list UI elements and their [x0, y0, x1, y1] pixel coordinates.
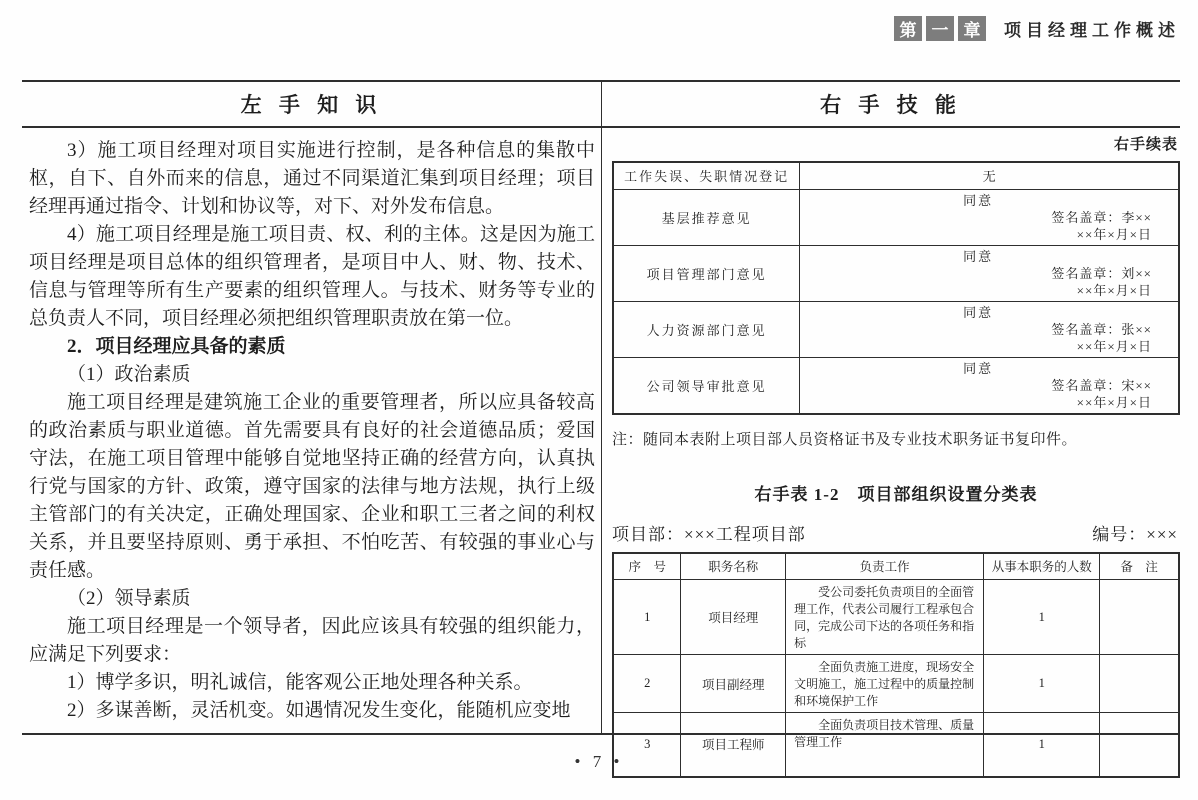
left-column	[22, 82, 601, 733]
chapter-badge-char-1: 第	[894, 16, 922, 41]
paragraph-leadership-intro: 施工项目经理是一个领导者，因此应该具有较强的组织能力，应满足下列要求：	[29, 616, 595, 665]
table-row	[613, 655, 1179, 713]
table-row	[613, 301, 1179, 357]
col-header-count: 从事本职务的人数	[984, 553, 1100, 580]
page-number: • 7 •	[574, 752, 624, 771]
paragraph-political-quality: 施工项目经理是建筑施工企业的重要管理者，所以应具备较高的政治素质与职业道德。首先需要具有良好的社会道德品质；爱国守法，在施工项目管理中能够自觉地坚持正确的经营方向，认真执行党与国家的方针、政策，遵守国家的法律与地方法规，执行上级主管部门的有关决定，正确处理国家、企业和职工三者之间的利权关系，并且要坚持原则、勇于承担、不怕吃苦、有较强的事业心与责任感。	[29, 392, 595, 581]
table-row	[613, 189, 1179, 245]
approval-row-label: 基层推荐意见	[613, 189, 800, 245]
chapter-badge-char-2: 一	[926, 16, 954, 41]
paragraph-item-3: 3）施工项目经理对项目实施进行控制，是各种信息的集散中枢，自下、自外而来的信息，通过不同渠道汇集到项目经理；项目经理再通过指令、计划和协议等，对下、对外发布信息。	[29, 140, 595, 217]
org-row-duty: 全面负责项目技术管理、质量管理工作	[786, 713, 984, 777]
date-text: ××年×月×日	[1076, 226, 1152, 242]
paragraph-item-4: 4）施工项目经理是施工项目责、权、利的主体。这是因为施工项目经理是项目总体的组织管理者，是项目中人、财、物、技术、信息与管理等所有生产要素的组织管理人。与技术、财务等专业的总负责人不同，项目经理必须把组织管理职责放在第一位。	[29, 224, 595, 329]
left-column-body	[22, 128, 601, 725]
org-table-title: 右手表 1-2 项目部组织设置分类表	[754, 484, 1038, 504]
org-row-no: 3	[613, 713, 681, 777]
section-heading-2: 2．项目经理应具备的素质	[67, 336, 286, 357]
org-row-title: 项目副经理	[681, 655, 786, 713]
agree-text: 同意	[963, 360, 994, 376]
approval-row-label: 项目管理部门意见	[613, 245, 800, 301]
signature-text: 签名盖章：张××	[1051, 321, 1152, 337]
approval-table	[612, 161, 1180, 415]
col-header-remark: 备 注	[1100, 553, 1179, 580]
paragraph-requirement-2: 2）多谋善断，灵活机变。如遇情况发生变化，能随机应变地	[67, 700, 571, 721]
col-header-duty: 负责工作	[786, 553, 984, 580]
signature-text: 签名盖章：李××	[1051, 209, 1152, 225]
continued-table-label: 右手续表	[1113, 137, 1178, 153]
org-row-remark	[1100, 580, 1179, 655]
org-row-duty: 全面负责施工进度，现场安全文明施工，施工过程中的质量控制和环境保护工作	[786, 655, 984, 713]
number-label: 编号：×××	[1092, 524, 1178, 544]
signature-text: 签名盖章：刘××	[1051, 265, 1152, 281]
approval-row-label: 人力资源部门意见	[613, 301, 800, 357]
org-row-count: 1	[984, 655, 1100, 713]
org-table-header-row	[613, 553, 1179, 580]
approval-row-value	[800, 301, 1179, 357]
org-row-count: 1	[984, 713, 1100, 777]
agree-text: 同意	[963, 192, 994, 208]
subheading-political: （1）政治素质	[67, 364, 191, 385]
org-row-no: 2	[613, 655, 681, 713]
approval-row-value	[800, 245, 1179, 301]
org-row-title: 项目工程师	[681, 713, 786, 777]
col-header-no: 序 号	[613, 553, 681, 580]
org-row-duty: 受公司委托负责项目的全面管理工作，代表公司履行工程承包合同，完成公司下达的各项任务和指标	[786, 580, 984, 655]
project-dept-label: 项目部：×××工程项目部	[612, 524, 806, 544]
table-row	[613, 162, 1179, 189]
org-table	[612, 552, 1180, 778]
content-frame	[22, 80, 1180, 753]
right-column	[601, 82, 1180, 753]
agree-text: 同意	[963, 304, 994, 320]
approval-row-value: 无	[800, 162, 1179, 189]
agree-text: 同意	[963, 248, 994, 264]
table-row	[613, 580, 1179, 655]
approval-row-label: 工作失误、失职情况登记	[613, 162, 800, 189]
table-row	[613, 245, 1179, 301]
subheading-leadership: （2）领导素质	[67, 588, 191, 609]
date-text: ××年×月×日	[1076, 282, 1152, 298]
approval-row-value	[800, 189, 1179, 245]
col-header-title: 职务名称	[681, 553, 786, 580]
chapter-title: 项目经理工作概述	[1004, 21, 1180, 40]
right-column-body	[602, 128, 1180, 778]
org-table-meta	[612, 520, 1180, 545]
left-column-header: 左 手 知 识	[22, 82, 601, 128]
org-row-count: 1	[984, 580, 1100, 655]
org-row-no: 1	[613, 580, 681, 655]
table-row	[613, 357, 1179, 414]
right-column-header: 右 手 技 能	[602, 82, 1180, 128]
org-row-remark	[1100, 655, 1179, 713]
chapter-badge-char-3: 章	[958, 16, 986, 41]
table-note: 注：随同本表附上项目部人员资格证书及专业技术职务证书复印件。	[612, 431, 1078, 448]
org-row-title: 项目经理	[681, 580, 786, 655]
approval-row-label: 公司领导审批意见	[613, 357, 800, 414]
paragraph-requirement-1: 1）博学多识，明礼诚信，能客观公正地处理各种关系。	[67, 672, 533, 693]
signature-text: 签名盖章：宋××	[1051, 377, 1152, 393]
date-text: ××年×月×日	[1076, 394, 1152, 410]
date-text: ××年×月×日	[1076, 338, 1152, 354]
chapter-header	[890, 16, 1180, 41]
approval-row-value	[800, 357, 1179, 414]
